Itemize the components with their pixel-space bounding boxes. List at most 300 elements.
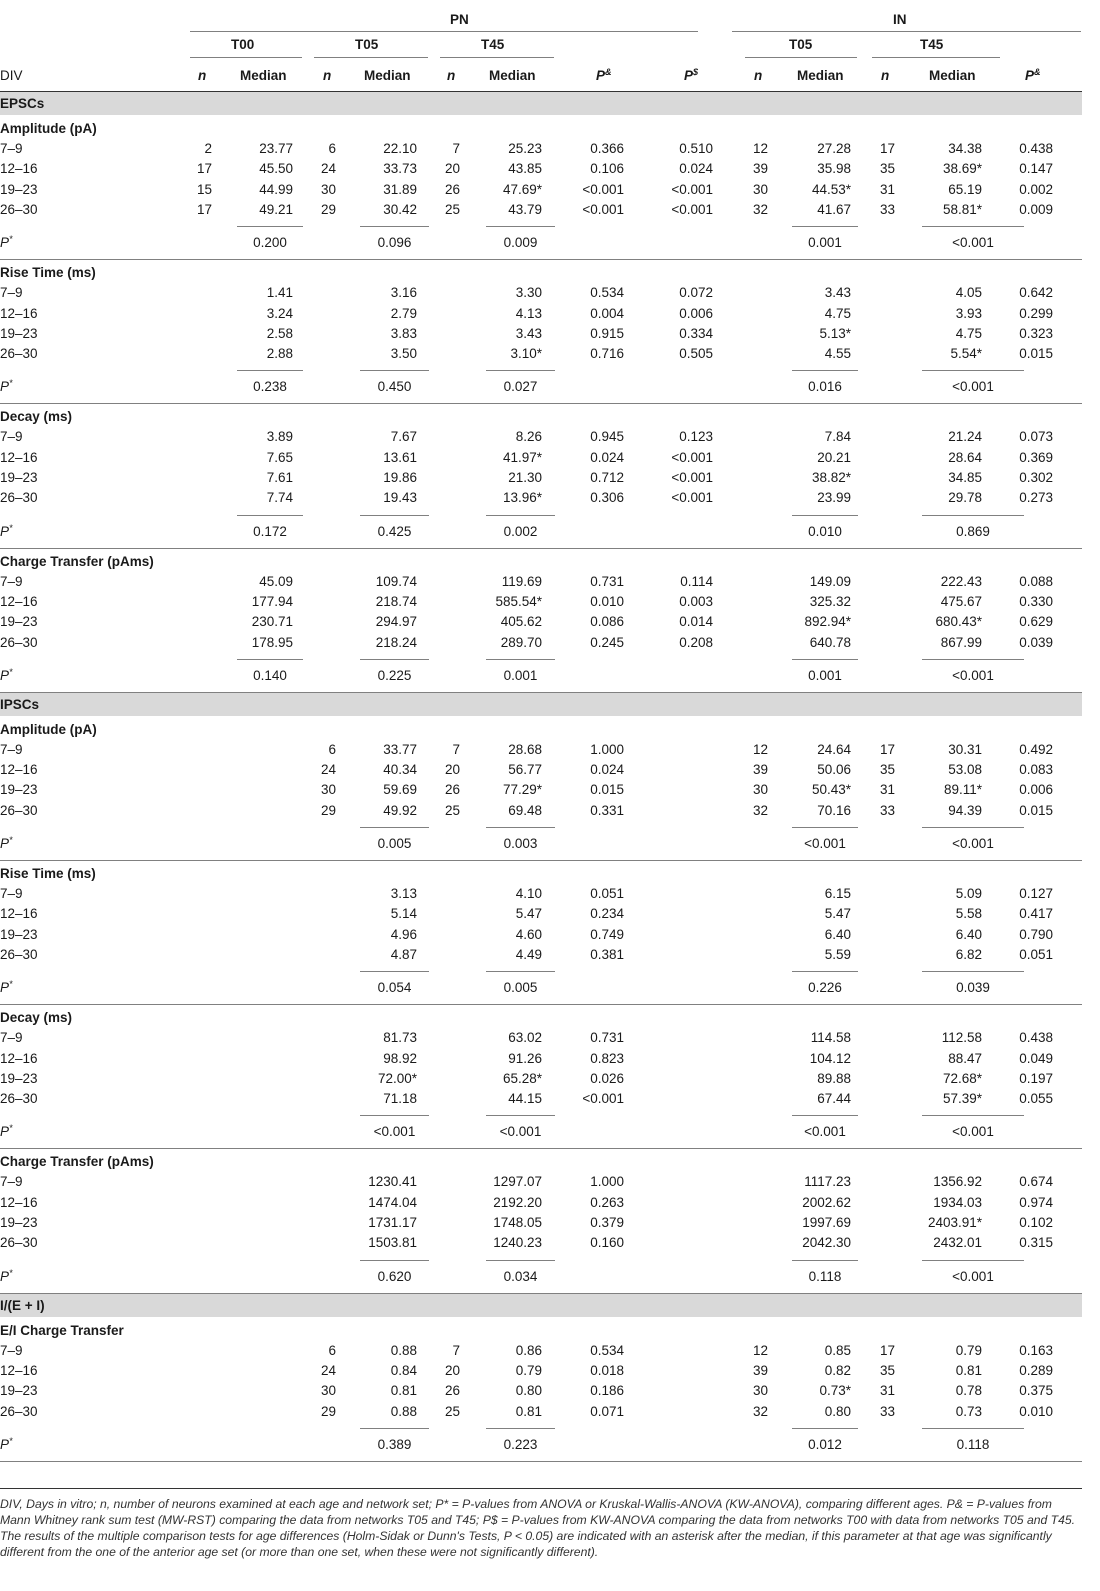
table-cell: 5.09	[955, 886, 982, 901]
median-summary-rule	[922, 370, 1024, 371]
p-star-value: <0.001	[952, 667, 994, 683]
table-cell: 35	[879, 762, 895, 778]
table-cell: 4.60	[515, 926, 542, 942]
table-cell: 29	[320, 201, 336, 217]
p-star-value: 0.172	[253, 523, 287, 539]
table-cell: 0.123	[679, 429, 713, 445]
table-cell: 3.93	[955, 305, 982, 321]
in-t45-median-header: Median	[929, 68, 976, 83]
table-cell: 44.53*	[811, 181, 851, 197]
p-star-label: P*	[0, 378, 13, 395]
table-cell: 27.28	[817, 141, 851, 156]
div-column-header: DIV	[0, 68, 23, 83]
table-cell: 2.58	[266, 325, 293, 341]
median-summary-rule	[360, 515, 429, 516]
median-summary-rule	[360, 1260, 429, 1261]
median-summary-rule	[922, 1428, 1024, 1429]
table-cell: 70.16	[817, 802, 851, 818]
pn-t00-n-header: n	[198, 68, 207, 83]
table-cell: 4.55	[824, 346, 851, 362]
median-summary-rule	[792, 1260, 858, 1261]
parameter-divider	[0, 259, 1082, 260]
table-cell: 218.74	[375, 593, 417, 609]
table-cell: 0.674	[1019, 1174, 1053, 1190]
table-cell: 222.43	[940, 573, 982, 589]
median-summary-rule	[360, 827, 429, 828]
p-star-value: 0.389	[377, 1436, 412, 1452]
table-cell: 0.82	[824, 1362, 851, 1378]
div-cell: 12–16	[0, 1194, 38, 1210]
median-summary-rule	[360, 1115, 429, 1116]
table-cell: 67.44	[817, 1091, 851, 1107]
pn-t05-rule	[314, 57, 428, 58]
table-cell: 56.77	[508, 762, 542, 778]
table-cell: 58.81*	[942, 201, 982, 217]
median-summary-rule	[486, 370, 555, 371]
table-cell: 0.492	[1019, 741, 1053, 757]
p-star-value: 0.005	[503, 980, 538, 996]
table-cell: 2.79	[390, 305, 417, 321]
div-cell: 7–9	[0, 886, 23, 901]
p-star-value: 0.140	[253, 667, 287, 683]
table-cell: 0.73	[955, 1403, 982, 1419]
in-t05-rule	[745, 57, 857, 58]
table-cell: 30	[752, 1383, 768, 1399]
table-cell: 0.006	[679, 305, 713, 321]
table-cell: 26	[444, 181, 460, 197]
table-cell: 0.330	[1019, 593, 1053, 609]
p-star-value: 0.118	[956, 1436, 990, 1452]
table-cell: 23.99	[817, 490, 851, 506]
table-cell: 17	[879, 741, 895, 757]
p-star-value: 0.002	[503, 523, 538, 539]
table-cell: 91.26	[508, 1050, 542, 1066]
table-cell: 0.302	[1019, 470, 1053, 485]
div-cell: 26–30	[0, 1235, 38, 1251]
median-summary-rule	[792, 827, 858, 828]
table-cell: 0.731	[590, 573, 624, 589]
table-cell: 3.50	[390, 346, 417, 362]
table-cell: 8.26	[515, 429, 542, 445]
table-cell: 4.10	[515, 886, 542, 901]
table-cell: <0.001	[671, 201, 713, 217]
div-cell: 7–9	[0, 1030, 23, 1046]
table-cell: 24	[320, 762, 336, 778]
table-cell: 0.024	[679, 161, 713, 177]
table-cell: 0.273	[1019, 490, 1053, 506]
div-cell: 7–9	[0, 285, 23, 301]
table-cell: 7.65	[266, 449, 293, 465]
table-cell: 33	[879, 1403, 895, 1419]
table-cell: 50.06	[817, 762, 851, 778]
table-cell: 12	[752, 741, 768, 757]
table-cell: 1748.05	[493, 1215, 542, 1230]
table-cell: 5.47	[824, 906, 851, 922]
table-cell: 5.54*	[950, 346, 982, 362]
parameter-divider	[0, 860, 1082, 861]
table-cell: 25.23	[508, 141, 542, 156]
table-cell: 0.127	[1019, 886, 1053, 901]
table-cell: 13.96*	[502, 490, 542, 506]
table-cell: 640.78	[809, 634, 851, 650]
table-cell: 25	[444, 1403, 460, 1419]
table-cell: 63.02	[508, 1030, 542, 1046]
table-cell: 94.39	[948, 802, 982, 818]
table-cell: 585.54*	[495, 593, 542, 609]
table-cell: 47.69*	[502, 181, 542, 197]
parameter-label: Charge Transfer (pAms)	[0, 553, 154, 569]
section-title: I/(E + I)	[0, 1297, 45, 1313]
table-cell: 178.95	[251, 634, 293, 650]
median-summary-rule	[486, 1428, 555, 1429]
table-cell: 39	[752, 762, 768, 778]
table-cell: 71.18	[383, 1091, 417, 1107]
table-cell: 0.106	[590, 161, 624, 177]
table-cell: 0.002	[1019, 181, 1053, 197]
in-t45-header: T45	[920, 37, 944, 52]
table-cell: 4.05	[955, 285, 982, 301]
p-star-value: 0.450	[377, 379, 412, 395]
table-cell: 34.38	[948, 141, 982, 156]
median-summary-rule	[792, 971, 858, 972]
p-star-value: 0.425	[377, 523, 412, 539]
table-cell: 32	[752, 802, 768, 818]
table-cell: 0.749	[590, 926, 624, 942]
table-cell: 0.823	[590, 1050, 624, 1066]
div-cell: 19–23	[0, 1215, 38, 1230]
in-t05-header: T05	[789, 37, 813, 52]
group-pn-rule	[190, 31, 698, 32]
table-cell: 0.716	[590, 346, 624, 362]
table-cell: 230.71	[251, 614, 293, 630]
table-cell: 6	[328, 1342, 336, 1358]
p-star-value: 0.620	[377, 1268, 412, 1284]
pn-t00-median-header: Median	[240, 68, 287, 83]
div-cell: 19–23	[0, 325, 38, 341]
median-summary-rule	[792, 370, 858, 371]
table-cell: 0.974	[1019, 1194, 1053, 1210]
pn-t05-header: T05	[355, 37, 379, 52]
parameter-divider	[0, 1148, 1082, 1149]
table-cell: 23.77	[259, 141, 293, 156]
table-cell: 33	[879, 201, 895, 217]
table-cell: 43.85	[508, 161, 542, 177]
div-cell: 12–16	[0, 906, 38, 922]
table-cell: 29.78	[948, 490, 982, 506]
table-cell: 41.97*	[502, 449, 542, 465]
median-summary-rule	[792, 659, 858, 660]
table-cell: 0.438	[1019, 141, 1053, 156]
table-cell: 28.68	[508, 741, 542, 757]
parameter-label: Rise Time (ms)	[0, 265, 96, 281]
pn-t45-median-header: Median	[489, 68, 536, 83]
div-cell: 12–16	[0, 1362, 38, 1378]
table-cell: 6	[328, 141, 336, 156]
table-cell: 35.98	[817, 161, 851, 177]
parameter-label: Decay (ms)	[0, 409, 73, 425]
table-bottom-rule	[0, 1488, 1082, 1489]
table-cell: 30	[752, 782, 768, 798]
div-cell: 12–16	[0, 161, 38, 177]
parameter-label: Decay (ms)	[0, 1010, 73, 1026]
table-cell: 405.62	[500, 614, 542, 630]
p-star-value: <0.001	[952, 1268, 994, 1284]
median-summary-rule	[486, 971, 555, 972]
table-cell: 294.97	[375, 614, 417, 630]
table-cell: 41.67	[817, 201, 851, 217]
table-cell: 6	[328, 741, 336, 757]
p-star-value: 0.869	[956, 523, 990, 539]
table-cell: 24.64	[817, 741, 851, 757]
p-star-value: 0.225	[377, 667, 412, 683]
median-summary-rule	[922, 1260, 1024, 1261]
table-cell: 4.75	[955, 325, 982, 341]
table-cell: 7.84	[824, 429, 851, 445]
table-cell: <0.001	[671, 449, 713, 465]
median-summary-rule	[792, 515, 858, 516]
div-cell: 7–9	[0, 741, 23, 757]
table-cell: 0.071	[590, 1403, 624, 1419]
table-cell: 289.70	[500, 634, 542, 650]
table-cell: 0.945	[590, 429, 624, 445]
table-cell: 0.015	[1019, 346, 1053, 362]
p-star-label: P*	[0, 979, 13, 996]
table-cell: 0.039	[1019, 634, 1053, 650]
table-cell: 88.47	[948, 1050, 982, 1066]
div-cell: 19–23	[0, 782, 38, 798]
table-cell: 17	[879, 141, 895, 156]
table-cell: 30	[320, 1383, 336, 1399]
table-cell: 2192.20	[493, 1194, 542, 1210]
table-cell: 65.19	[948, 181, 982, 197]
table-cell: 35	[879, 161, 895, 177]
table-cell: 892.94*	[804, 614, 851, 630]
table-cell: 0.534	[590, 1342, 624, 1358]
table-cell: 0.790	[1019, 926, 1053, 942]
table-cell: 0.197	[1019, 1070, 1053, 1086]
parameter-divider	[0, 403, 1082, 404]
div-cell: 12–16	[0, 449, 38, 465]
table-cell: 3.83	[390, 325, 417, 341]
p-star-label: P*	[0, 835, 13, 851]
table-cell: 31.89	[383, 181, 417, 197]
table-cell: 0.299	[1019, 305, 1053, 321]
table-cell: 0.85	[824, 1342, 851, 1358]
table-cell: 77.29*	[502, 782, 542, 798]
table-cell: 26	[444, 782, 460, 798]
table-cell: 49.92	[383, 802, 417, 818]
table-cell: 69.48	[508, 802, 542, 818]
table-cell: 3.16	[390, 285, 417, 301]
table-cell: 0.81	[390, 1383, 417, 1399]
table-cell: 0.323	[1019, 325, 1053, 341]
table-cell: 50.43*	[811, 782, 851, 798]
table-cell: 32	[752, 1403, 768, 1419]
table-cell: 45.50	[259, 161, 293, 177]
group-in-header: IN	[893, 12, 907, 27]
table-cell: 0.083	[1019, 762, 1053, 778]
table-cell: 0.84	[390, 1362, 417, 1378]
table-cell: 0.731	[590, 1030, 624, 1046]
table-cell: 5.14	[390, 906, 417, 922]
table-cell: 1934.03	[933, 1194, 982, 1210]
table-cell: 0.263	[590, 1194, 624, 1210]
table-cell: 44.15	[508, 1091, 542, 1107]
median-summary-rule	[486, 1260, 555, 1261]
table-cell: 3.13	[390, 886, 417, 901]
table-cell: 21.24	[948, 429, 982, 445]
table-cell: 4.75	[824, 305, 851, 321]
table-cell: 0.88	[390, 1342, 417, 1358]
section-band	[0, 693, 1082, 716]
median-summary-rule	[922, 659, 1024, 660]
div-cell: 19–23	[0, 470, 38, 485]
table-cell: 24	[320, 1362, 336, 1378]
median-summary-rule	[486, 226, 555, 227]
table-cell: 29	[320, 1403, 336, 1419]
table-cell: 0.010	[1019, 1403, 1053, 1419]
p-star-value: <0.001	[952, 379, 994, 395]
p-star-value: 0.223	[503, 1436, 538, 1452]
median-summary-rule	[792, 226, 858, 227]
median-summary-rule	[360, 226, 429, 227]
div-cell: 26–30	[0, 634, 38, 650]
table-cell: 0.417	[1019, 906, 1053, 922]
table-cell: 6.15	[824, 886, 851, 901]
table-cell: 1117.23	[804, 1174, 851, 1190]
table-cell: 5.58	[955, 906, 982, 922]
table-cell: 31	[879, 181, 895, 197]
div-cell: 19–23	[0, 1070, 38, 1086]
table-cell: 0.334	[679, 325, 713, 341]
table-cell: 43.79	[508, 201, 542, 217]
table-cell: <0.001	[582, 201, 624, 217]
table-cell: 0.80	[824, 1403, 851, 1419]
table-cell: 0.114	[680, 573, 713, 589]
p-star-value: <0.001	[804, 836, 846, 851]
table-cell: 0.79	[955, 1342, 982, 1358]
table-cell: 0.015	[1019, 802, 1053, 818]
table-cell: <0.001	[582, 181, 624, 197]
div-cell: 12–16	[0, 1050, 38, 1066]
table-cell: 24	[320, 161, 336, 177]
table-cell: 119.69	[501, 573, 542, 589]
pn-t05-n-header: n	[323, 68, 332, 83]
table-cell: 680.43*	[935, 614, 982, 630]
table-cell: 0.163	[1019, 1342, 1053, 1358]
section-title: EPSCs	[0, 96, 45, 111]
table-cell: 19.86	[383, 470, 417, 485]
table-cell: 30	[320, 782, 336, 798]
median-summary-rule	[360, 1428, 429, 1429]
in-t45-n-header: n	[881, 68, 890, 83]
table-cell: 0.375	[1019, 1383, 1053, 1399]
div-cell: 7–9	[0, 141, 23, 156]
p-dollar-header: P$	[684, 67, 699, 83]
table-cell: 25	[444, 802, 460, 818]
table-cell: 0.072	[679, 285, 713, 301]
div-cell: 12–16	[0, 305, 38, 321]
div-cell: 7–9	[0, 1342, 23, 1358]
table-cell: 0.81	[955, 1362, 982, 1378]
table-cell: 1356.92	[933, 1174, 982, 1190]
p-star-value: 0.012	[808, 1436, 842, 1452]
p-star-value: <0.001	[499, 1124, 542, 1140]
table-cell: 33.77	[383, 741, 417, 757]
table-cell: 0.009	[1019, 201, 1053, 217]
pn-t00-rule	[190, 57, 302, 58]
table-cell: 3.43	[824, 285, 851, 301]
table-cell: 325.32	[809, 593, 851, 609]
div-cell: 19–23	[0, 1383, 38, 1399]
p-star-value: 0.226	[808, 980, 842, 996]
table-cell: 1997.69	[802, 1215, 851, 1230]
table-cell: 7.67	[390, 429, 417, 445]
table-cell: 0.018	[590, 1362, 624, 1378]
div-cell: 7–9	[0, 573, 23, 589]
table-cell: 89.88	[817, 1070, 851, 1086]
table-cell: 20	[444, 762, 460, 778]
table-cell: 32	[752, 201, 768, 217]
p-star-value: <0.001	[952, 1124, 994, 1140]
parameter-label: Charge Transfer (pAms)	[0, 1154, 154, 1170]
pn-t45-header: T45	[481, 37, 505, 52]
p-star-value: 0.001	[808, 235, 842, 251]
table-cell: 0.712	[590, 470, 624, 485]
p-star-value: 0.034	[503, 1268, 538, 1284]
table-cell: 33.73	[383, 161, 417, 177]
table-cell: 0.306	[590, 490, 624, 506]
p-star-value: 0.096	[377, 235, 412, 251]
table-cell: 6.40	[824, 926, 851, 942]
group-in-rule	[732, 31, 1081, 32]
table-cell: 31	[879, 1383, 895, 1399]
table-cell: 7	[452, 141, 460, 156]
table-cell: 21.30	[508, 470, 542, 485]
in-t45-rule	[872, 57, 1000, 58]
median-summary-rule	[486, 515, 555, 516]
table-cell: 45.09	[259, 573, 293, 589]
div-cell: 12–16	[0, 593, 38, 609]
table-cell: 0.088	[1019, 573, 1053, 589]
table-cell: 7	[452, 1342, 460, 1358]
table-cell: 5.13*	[819, 325, 851, 341]
table-cell: 0.289	[1019, 1362, 1053, 1378]
table-cell: 0.234	[590, 906, 624, 922]
table-cell: 0.086	[590, 614, 624, 630]
table-cell: 0.003	[679, 593, 713, 609]
table-cell: 0.004	[590, 305, 624, 321]
table-cell: 12	[752, 1342, 768, 1358]
div-cell: 26–30	[0, 490, 38, 506]
table-cell: 0.051	[590, 886, 624, 901]
table-cell: 44.99	[259, 181, 293, 197]
table-cell: 28.64	[948, 449, 982, 465]
div-cell: 12–16	[0, 762, 38, 778]
table-cell: 38.82*	[811, 470, 851, 485]
table-cell: 0.381	[590, 946, 624, 962]
parameter-divider	[0, 548, 1082, 549]
table-cell: 2.88	[266, 346, 293, 362]
table-cell: 104.12	[809, 1050, 851, 1066]
table-cell: 39	[752, 1362, 768, 1378]
table-cell: 3.43	[515, 325, 542, 341]
table-cell: 1731.17	[368, 1215, 417, 1230]
table-cell: 13.61	[383, 449, 417, 465]
median-summary-rule	[922, 226, 1024, 227]
table-cell: 30.42	[383, 201, 417, 217]
table-cell: 15	[196, 181, 212, 197]
